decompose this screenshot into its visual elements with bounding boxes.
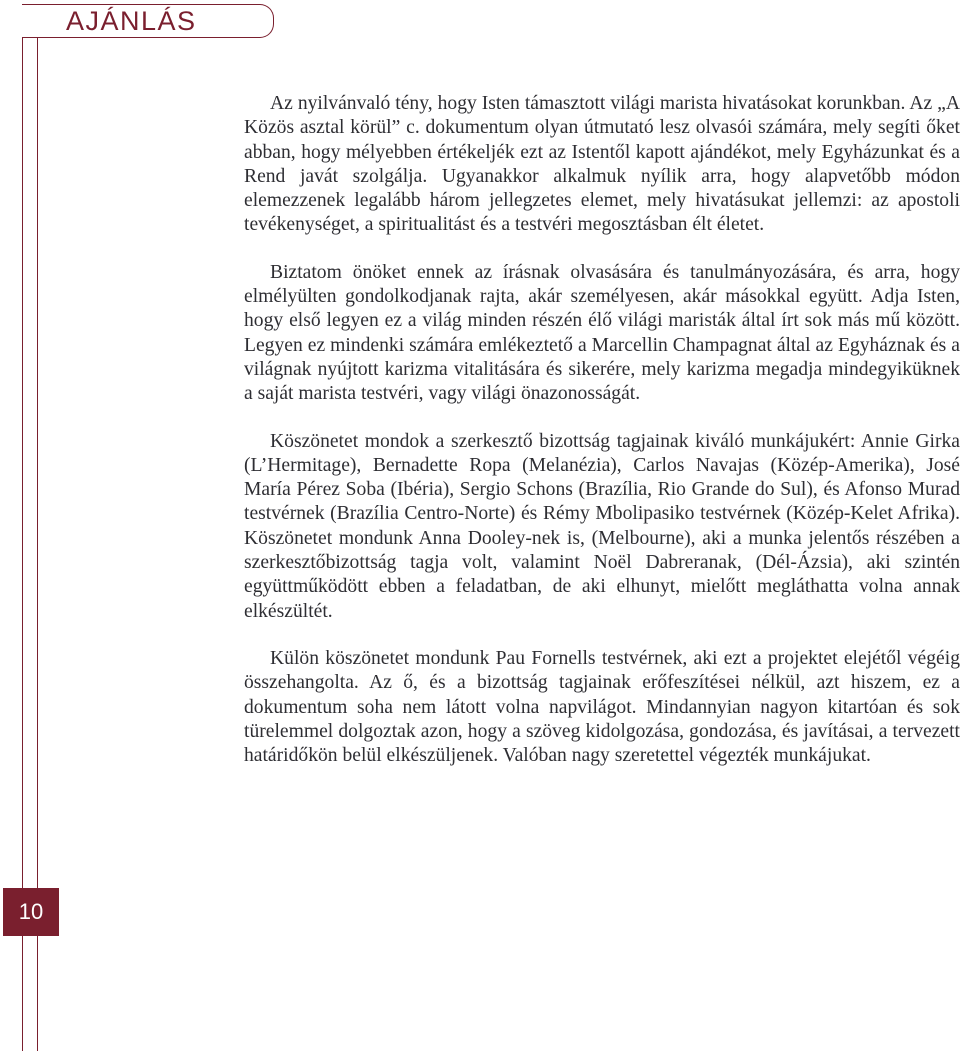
paragraph-special-thanks: Külön köszönetet mondunk Pau Fornells testvérnek, aki ezt a projektet elejétől végéig összehangolta. Az ő, és a bizottság tagjainak erőfeszítései nélkül, azt hiszem, ez a dokumentum soha nem látott volna napvilágot. Mindannyian nagyon kitartóan és sok türelemmel dolgoztak azon, hogy a szöveg kidolgozása, gondozása, és javításai, a tervezett határidőkön belül elkészüljenek. Valóban nagy szeretettel végezték munkájukat. bbox=[244, 647, 960, 767]
section-title: AJÁNLÁS bbox=[66, 6, 197, 36]
page-number: 10 bbox=[3, 888, 59, 936]
paragraph-encouragement: Biztatom önöket ennek az írásnak olvasására és tanulmányozására, és arra, hogy elmélyülten gondolkodjanak rajta, akár személyesen, akár másokkal együtt. Adja Isten, hogy első legyen ez a világ minden részén élő világi maristák által írt sok más mű között. Legyen ez mindenki számára emlékeztető a Marcellin Champagnat által az Egyháznak és a világnak nyújtott karizma vitalitására és sikerére, mely karizma megadja mindegyiküknek a saját marista testvéri, vagy világi önazonosságát. bbox=[244, 261, 960, 405]
paragraph-intro: Az nyilvánvaló tény, hogy Isten támasztott világi marista hivatásokat korunkban. Az „A Közös asztal körül” c. dokumentum olyan útmutató lesz olvasói számára, mely segíti őket abban, hogy mélyebben értékeljék ezt az Istentől kapott ajándékot, mely Egyházunkat és a Rend javát szolgálja. Ugyanakkor alkalmuk nyílik arra, hogy alapvetőbb módon elemezzenek legalább három jellegzetes elemet, mely hivatásukat jellemzi: az apostoli tevékenységet, a spiritualitást és a testvéri megosztásban élt életet. bbox=[244, 93, 960, 236]
paragraph-acknowledgements: Köszönetet mondok a szerkesztő bizottság tagjainak kiváló munkájukért: Annie Girka (L’Hermitage), Bernadette Ropa (Melanézia), Carlos Navajas (Közép-Amerika), José María Pérez Soba (Ibéria), Sergio Schons (Brazília, Rio Grande do Sul), és Afonso Murad testvérnek (Brazília Centro-Norte) és Rémy Mbolipasiko testvérnek (Közép-Kelet Afrika). Köszönetet mondunk Anna Dooley-nek is, (Melbourne), aki a munka jelentős részében a szerkesztőbizottság tagja volt, valamint Noël Dabreranak, (Dél-Ázsia), aki szintén együttműködött ebben a feladatban, de aki elhunyt, mielőtt megláthatta volna annak elkészültét. bbox=[244, 430, 960, 622]
body-text bbox=[244, 92, 960, 791]
